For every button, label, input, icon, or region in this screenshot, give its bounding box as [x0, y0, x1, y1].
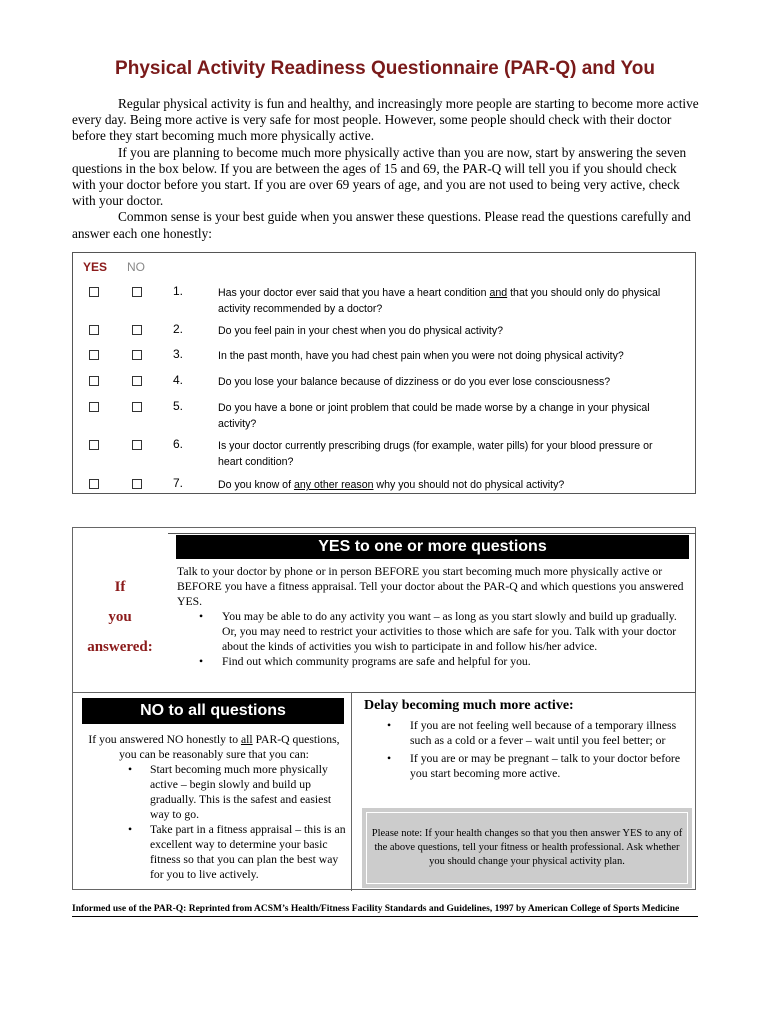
intro-paragraph: Common sense is your best guide when you answer these questions. Please read the questions carefully and answer each one honestly: [72, 209, 691, 241]
question-text: Do you lose your balance because of dizziness or do you ever lose consciousness? [218, 376, 611, 388]
no-checkbox[interactable] [132, 376, 142, 386]
question-text: In the past month, have you had chest pain when you were not doing physical activity? [218, 350, 624, 362]
note-text: Please note: If your health changes so that you then answer YES to any of the above questions, tell your fitness or health professional. Ask whether you should change your physical activity plan. [366, 812, 688, 884]
questions-box [72, 252, 696, 494]
no-section-heading: NO to all questions [82, 698, 344, 724]
delay-section-list [364, 718, 686, 784]
yes-section-intro: Talk to your doctor by phone or in person BEFORE you start becoming much more physically active or BEFORE you have a fitness appraisal. Tell your doctor about the PAR-Q and which questions you answered YES. [177, 565, 684, 608]
if-you-answered-label: If you answered: [87, 579, 153, 655]
yes-column-header: YES [83, 260, 108, 274]
yes-section-heading: YES to one or more questions [176, 535, 689, 559]
question-number: 3. [173, 347, 184, 361]
delay-section-heading: Delay becoming much more active: [364, 698, 574, 713]
footer-citation: Informed use of the PAR-Q: Reprinted from ACSM’s Health/Fitness Facility Standards and Guidelines, 1997 by American College of Sports Medicine [72, 904, 680, 914]
intro-paragraph: Regular physical activity is fun and healthy, and increasingly more people are starting to become more active every day. Being more active is very safe for most people. However, some people should check with their doctor before they start becoming much more physically active. [72, 96, 699, 144]
question-text: Do you feel pain in your chest when you do physical activity? [218, 325, 504, 337]
question-text: Do you know of any other reason why you should not do physical activity? [218, 479, 565, 491]
list-item: • You may be able to do any activity you want – as long as you start slowly and build up gradually. Or, you may need to restrict your activities to those which are safe for you. Talk with your doctor about the kinds of activities you wish to participate in and follow his/her advice. [177, 609, 689, 654]
no-checkbox[interactable] [132, 350, 142, 360]
no-section-text [80, 732, 348, 882]
no-checkbox[interactable] [132, 287, 142, 297]
list-item: • If you are not feeling well because of a temporary illness such as a cold or a fever – wait until you feel better; or [364, 718, 686, 748]
yes-checkbox[interactable] [89, 350, 99, 360]
yes-checkbox[interactable] [89, 402, 99, 412]
footer-divider [72, 916, 698, 917]
question-text: Do you have a bone or joint problem that could be made worse by a change in your physical activity? [218, 402, 650, 430]
no-section-intro: If you answered NO honestly to all PAR-Q questions, you can be reasonably sure that you can: [88, 733, 340, 761]
question-number: 1. [173, 284, 184, 298]
list-item: • Take part in a fitness appraisal – this is an excellent way to determine your basic fitness so that you can plan the best way for you to live actively. [80, 822, 348, 882]
question-number: 6. [173, 437, 184, 451]
intro-text [72, 96, 702, 242]
yes-checkbox[interactable] [89, 479, 99, 489]
question-number: 7. [173, 476, 184, 490]
question-number: 5. [173, 399, 184, 413]
intro-paragraph: If you are planning to become much more physically active than you are now, start by answering the seven questions in the box below. If you are between the ages of 15 and 69, the PAR-Q will tell you if you should check with your doctor before you start. If you are over 69 years of age, and you are not used to being very active, check with your doctor. [72, 144, 687, 209]
yes-section-text [177, 564, 689, 669]
question-text: Is your doctor currently prescribing drugs (for example, water pills) for your blood pressure or heart condition? [218, 440, 653, 468]
no-checkbox[interactable] [132, 402, 142, 412]
yes-checkbox[interactable] [89, 325, 99, 335]
question-text: Has your doctor ever said that you have a heart condition and that you should only do physical activity recommended by a doctor? [218, 287, 661, 315]
list-item: • If you are or may be pregnant – talk to your doctor before you start becoming more active. [364, 751, 686, 781]
no-checkbox[interactable] [132, 325, 142, 335]
yes-checkbox[interactable] [89, 376, 99, 386]
yes-checkbox[interactable] [89, 287, 99, 297]
list-item: • Start becoming much more physically active – begin slowly and build up gradually. This is the safest and easiest way to go. [80, 762, 348, 822]
no-checkbox[interactable] [132, 479, 142, 489]
no-checkbox[interactable] [132, 440, 142, 450]
yes-checkbox[interactable] [89, 440, 99, 450]
list-item: • Find out which community programs are safe and helpful for you. [177, 654, 689, 669]
question-number: 4. [173, 373, 184, 387]
question-number: 2. [173, 322, 184, 336]
no-column-header: NO [127, 260, 145, 274]
page-title: Physical Activity Readiness Questionnaire (PAR-Q) and You [115, 58, 655, 79]
